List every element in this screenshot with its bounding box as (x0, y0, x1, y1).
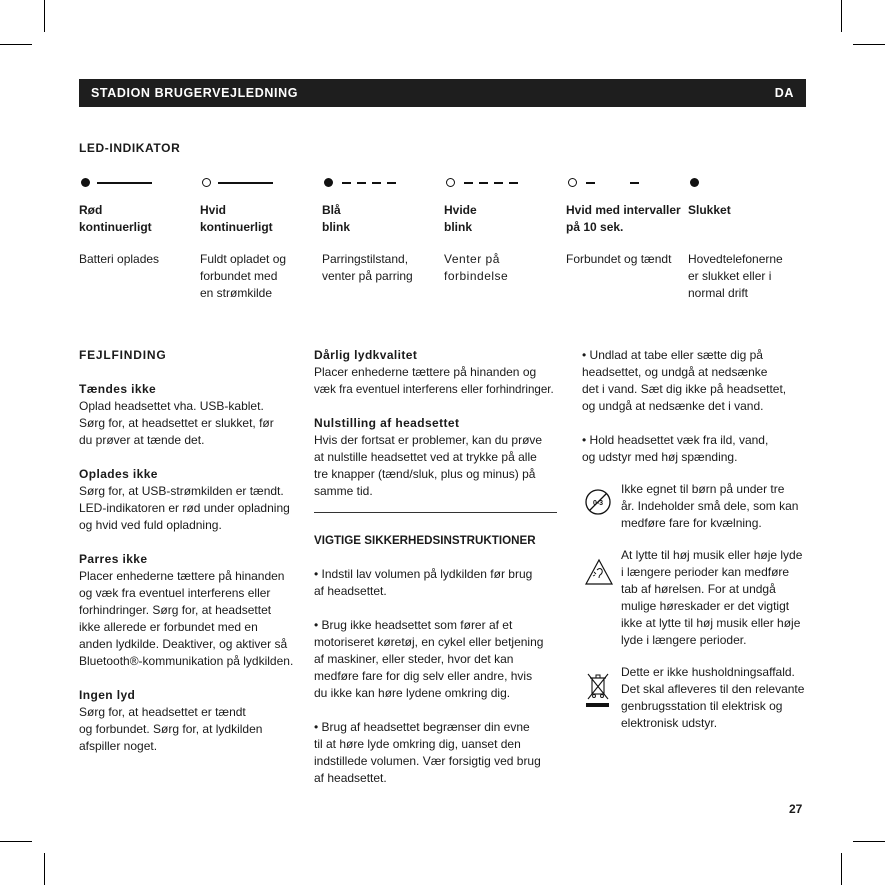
led-filled-solid-icon (79, 176, 199, 190)
trouble-text: ikke allerede er forbundet med en (79, 620, 258, 634)
led-label: Blå blink (322, 203, 351, 234)
trouble-text: og væk fra eventuel interferens eller (79, 586, 271, 600)
safety-bullet: af headsettet. (314, 771, 387, 785)
child-age-icon (584, 488, 612, 516)
header-bar (79, 79, 806, 107)
section-divider (314, 512, 557, 513)
trouble-text: væk fra eventuel interferens eller forhindringer. (314, 383, 554, 396)
trouble-text: Placer enhederne tættere på hinanden og (314, 365, 537, 379)
led-description: Venter på forbindelse (444, 252, 509, 283)
trouble-text: Sørg for, at USB-strømkilden er tændt. (79, 484, 284, 498)
hearing-warning-icon (584, 558, 612, 586)
trouble-text: Sørg for, at headsettet er slukket, før (79, 416, 274, 430)
safety-bullet: til at høre lyde omkring dig, uanset den (314, 737, 521, 751)
trouble-text: og hvid ved fuld opladning. (79, 518, 222, 532)
trouble-heading: Nulstilling af headsettet (314, 416, 460, 430)
led-item-red-solid (79, 176, 199, 266)
troubleshooting-title: FEJLFINDING (79, 348, 167, 362)
warning-text: Dette er ikke husholdningsaffald. Det skal afleveres til den relevante genbrugsstation til elektrisk og elektronisk udstyr. (621, 665, 805, 730)
trouble-text: tre knapper (tænd/sluk, plus og minus) på (314, 467, 536, 481)
led-label: Slukket (688, 203, 731, 217)
trouble-text: Sørg for, at headsettet er tændt (79, 705, 246, 719)
safety-bullet: • Brug ikke headsettet som fører af et (314, 618, 513, 632)
led-item-blue-blink (322, 176, 442, 283)
troubleshooting-column (79, 347, 309, 755)
trouble-text: Bluetooth®-kommunikation på lydkilden. (79, 654, 294, 668)
led-filled-dashed-icon (322, 176, 442, 190)
led-description: Fuldt opladet og forbundet med en strømkilde (200, 252, 287, 300)
safety-bullet: headsettet, og undgå at nedsænke (582, 365, 768, 379)
weee-bin-icon (584, 670, 612, 712)
trouble-text: at nulstille headsettet ved at trykke på alle (314, 450, 537, 464)
crop-mark (853, 841, 885, 842)
trouble-heading: Oplades ikke (79, 467, 158, 481)
led-label: Rød kontinuerligt (79, 203, 152, 234)
crop-mark (44, 0, 45, 32)
crop-mark (841, 853, 842, 885)
led-label: Hvid kontinuerligt (200, 203, 273, 234)
safety-bullet: • Undlad at tabe eller sætte dig på (582, 348, 763, 362)
trouble-text: anden lydkilde. Deaktiver, og aktiver så (79, 637, 288, 651)
trouble-text: samme tid. (314, 484, 373, 498)
safety-bullet: indstillede volumen. Vær forsigtig ved brug (314, 754, 541, 768)
led-hollow-dashed-icon (444, 176, 564, 190)
safety-bullet: af maskiner, eller steder, hvor det kan (314, 652, 514, 666)
safety-bullet: • Indstil lav volumen på lydkilden før brug (314, 567, 533, 581)
crop-mark (44, 853, 45, 885)
trouble-text: forhindringer. Sørg for, at headsettet (79, 603, 272, 617)
trouble-text: du prøver at tænde det. (79, 433, 205, 447)
led-section-title: LED-INDIKATOR (79, 141, 181, 155)
page-number: 27 (789, 802, 803, 816)
led-description: Batteri oplades (79, 252, 160, 266)
led-description: Forbundet og tændt (566, 252, 672, 266)
led-label: Hvid med intervaller på 10 sek. (566, 203, 681, 234)
safety-bullet: det i vand. Sæt dig ikke på headsettet, (582, 382, 787, 396)
safety-bullet: motoriseret køretøj, en cykel eller betjening (314, 635, 544, 649)
led-hollow-interval-icon (566, 176, 686, 190)
svg-text:0-3: 0-3 (592, 500, 604, 507)
crop-mark (0, 841, 32, 842)
led-label: Hvide blink (444, 203, 477, 234)
safety-bullet: • Brug af headsettet begrænser din evne (314, 720, 530, 734)
trouble-text: Hvis der fortsat er problemer, kan du prøve (314, 433, 543, 447)
safety-title: VIGTIGE SIKKERHEDSINSTRUKTIONER (314, 534, 536, 547)
right-column (582, 347, 812, 466)
warning-text: Ikke egnet til børn på under tre år. Indeholder små dele, som kan medføre fare for kvælning. (621, 482, 799, 530)
header-language: DA (774, 86, 794, 100)
led-description: Hovedtelefonerne er slukket eller i normal drift (688, 252, 783, 300)
led-item-off (688, 176, 808, 300)
trouble-text: Placer enhederne tættere på hinanden (79, 569, 285, 583)
trouble-text: Oplad headsettet vha. USB-kablet. (79, 399, 264, 413)
crop-mark (841, 0, 842, 32)
safety-bullet: og udstyr med høj spænding. (582, 450, 738, 464)
led-filled-only-icon (688, 176, 808, 190)
trouble-text: og forbundet. Sørg for, at lydkilden (79, 722, 263, 736)
trouble-text: afspiller noget. (79, 739, 158, 753)
crop-mark (0, 44, 32, 45)
safety-bullet: du ikke kan høre lydene omkring dig. (314, 686, 511, 700)
led-item-white-solid (200, 176, 320, 300)
led-description: Parringstilstand, venter på parring (322, 252, 413, 283)
header-title: STADION BRUGERVEJLEDNING (91, 86, 299, 100)
safety-bullet: og undgå at nedsænke det i vand. (582, 399, 764, 413)
safety-bullet: medføre fare for dig selv eller andre, hvis (314, 669, 533, 683)
led-item-white-blink (444, 176, 564, 283)
trouble-heading: Ingen lyd (79, 688, 136, 702)
crop-mark (853, 44, 885, 45)
trouble-text: LED-indikatoren er rød under opladning (79, 501, 290, 515)
safety-bullet: af headsettet. (314, 584, 387, 598)
warning-text: At lytte til høj musik eller høje lyde i længere perioder kan medføre tab af hørelsen. For at undgå mulige høreskader er det vigtigt ikke at lytte til høj musik eller høje lyde i længere perioder. (621, 548, 803, 647)
trouble-heading: Tændes ikke (79, 382, 157, 396)
safety-bullet: • Hold headsettet væk fra ild, vand, (582, 433, 769, 447)
middle-column (314, 347, 564, 500)
safety-column (314, 532, 564, 787)
trouble-heading: Dårlig lydkvalitet (314, 348, 418, 362)
led-item-white-interval (566, 176, 686, 266)
trouble-heading: Parres ikke (79, 552, 148, 566)
led-hollow-solid-icon (200, 176, 320, 190)
